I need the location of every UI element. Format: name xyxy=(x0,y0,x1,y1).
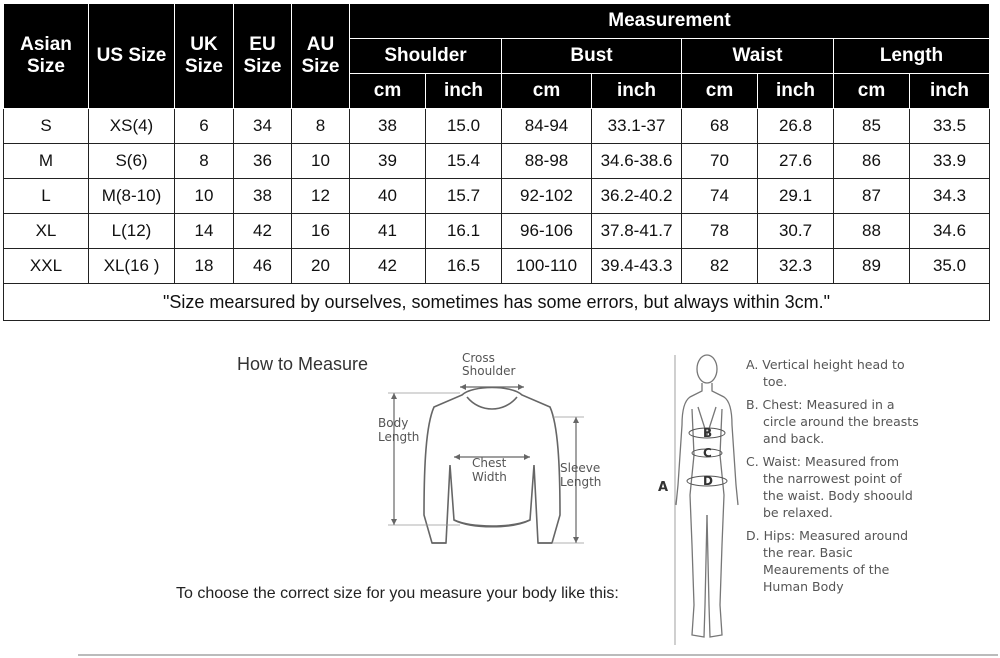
table-cell: L xyxy=(4,179,89,214)
table-cell: 10 xyxy=(175,179,234,214)
table-cell: 34 xyxy=(234,109,292,144)
table-cell: XXL xyxy=(4,249,89,284)
table-cell: 41 xyxy=(350,214,426,249)
sweater-diagram xyxy=(372,345,622,555)
table-cell: 34.6 xyxy=(910,214,990,249)
label-sleeve: Sleeve xyxy=(560,461,601,475)
header-asian-size: Asian Size xyxy=(4,4,89,109)
table-row xyxy=(4,249,990,284)
table-cell: 32.3 xyxy=(758,249,834,284)
note-b: B. Chest: Measured in a circle around the breasts and back. xyxy=(746,397,919,446)
unit-header: inch xyxy=(426,74,502,109)
table-cell: 15.4 xyxy=(426,144,502,179)
table-cell: 33.9 xyxy=(910,144,990,179)
unit-header: cm xyxy=(682,74,758,109)
table-cell: 35.0 xyxy=(910,249,990,284)
table-cell: 42 xyxy=(234,214,292,249)
table-cell: 29.1 xyxy=(758,179,834,214)
table-cell: 84-94 xyxy=(502,109,592,144)
table-cell: 39.4-43.3 xyxy=(592,249,682,284)
choose-size-instruction: To choose the correct size for you measure your body like this: xyxy=(176,585,619,602)
measurement-notes xyxy=(746,356,921,601)
table-cell: 37.8-41.7 xyxy=(592,214,682,249)
table-cell: L(12) xyxy=(89,214,175,249)
table-row xyxy=(4,214,990,249)
table-cell: 89 xyxy=(834,249,910,284)
note-c: C. Waist: Measured from the narrowest point of the waist. Body shoould be relaxed. xyxy=(746,454,913,520)
header-au-size: AU Size xyxy=(292,4,350,109)
unit-header: inch xyxy=(592,74,682,109)
size-chart-table xyxy=(3,3,990,321)
label-chest: Chest xyxy=(472,456,507,470)
table-cell: 10 xyxy=(292,144,350,179)
table-cell: 39 xyxy=(350,144,426,179)
table-cell: S xyxy=(4,109,89,144)
measurement-note: "Size mearsured by ourselves, sometimes has some errors, but always within 3cm." xyxy=(4,284,990,321)
table-cell: 34.6-38.6 xyxy=(592,144,682,179)
table-cell: XL xyxy=(4,214,89,249)
letter-b: B xyxy=(703,426,713,440)
table-cell: 18 xyxy=(175,249,234,284)
header-us-size: US Size xyxy=(89,4,175,109)
table-cell: 46 xyxy=(234,249,292,284)
label-shoulder: Shoulder xyxy=(462,364,516,378)
table-cell: 14 xyxy=(175,214,234,249)
table-cell: 70 xyxy=(682,144,758,179)
table-cell: M xyxy=(4,144,89,179)
table-cell: 74 xyxy=(682,179,758,214)
table-cell: 15.0 xyxy=(426,109,502,144)
header-measurement: Measurement xyxy=(350,4,990,39)
unit-header: inch xyxy=(758,74,834,109)
table-cell: XL(16 ) xyxy=(89,249,175,284)
header-waist: Waist xyxy=(682,39,834,74)
table-cell: 100-110 xyxy=(502,249,592,284)
table-cell: 86 xyxy=(834,144,910,179)
table-cell: 78 xyxy=(682,214,758,249)
letter-d: D xyxy=(703,474,713,488)
table-cell: 40 xyxy=(350,179,426,214)
label-body-length: Length xyxy=(378,430,420,444)
unit-header: cm xyxy=(350,74,426,109)
table-row xyxy=(4,144,990,179)
table-cell: 33.5 xyxy=(910,109,990,144)
table-cell: 16 xyxy=(292,214,350,249)
header-uk-size: UK Size xyxy=(175,4,234,109)
table-row xyxy=(4,179,990,214)
table-cell: 16.1 xyxy=(426,214,502,249)
header-length: Length xyxy=(834,39,990,74)
table-cell: 20 xyxy=(292,249,350,284)
header-eu-size: EU Size xyxy=(234,4,292,109)
table-cell: 36.2-40.2 xyxy=(592,179,682,214)
table-cell: 85 xyxy=(834,109,910,144)
table-cell: 38 xyxy=(234,179,292,214)
header-shoulder: Shoulder xyxy=(350,39,502,74)
table-cell: 34.3 xyxy=(910,179,990,214)
table-cell: 15.7 xyxy=(426,179,502,214)
table-cell: 42 xyxy=(350,249,426,284)
how-to-measure-title: How to Measure xyxy=(237,354,369,374)
table-cell: S(6) xyxy=(89,144,175,179)
table-cell: 82 xyxy=(682,249,758,284)
table-cell: M(8-10) xyxy=(89,179,175,214)
table-cell: 87 xyxy=(834,179,910,214)
table-cell: 96-106 xyxy=(502,214,592,249)
table-cell: 16.5 xyxy=(426,249,502,284)
table-cell: 36 xyxy=(234,144,292,179)
table-cell: 38 xyxy=(350,109,426,144)
table-cell: 8 xyxy=(292,109,350,144)
table-cell: 6 xyxy=(175,109,234,144)
letter-c: C xyxy=(703,446,712,460)
table-cell: 8 xyxy=(175,144,234,179)
table-cell: 26.8 xyxy=(758,109,834,144)
human-body-figure xyxy=(650,345,745,655)
label-cross: Cross xyxy=(462,351,495,365)
table-cell: 68 xyxy=(682,109,758,144)
unit-header: cm xyxy=(834,74,910,109)
table-cell: 88-98 xyxy=(502,144,592,179)
table-cell: XS(4) xyxy=(89,109,175,144)
table-cell: 12 xyxy=(292,179,350,214)
table-cell: 33.1-37 xyxy=(592,109,682,144)
header-bust: Bust xyxy=(502,39,682,74)
bottom-divider xyxy=(78,654,998,656)
unit-header: inch xyxy=(910,74,990,109)
note-d: D. Hips: Measured around the rear. Basic Meaurements of the Human Body xyxy=(746,528,909,594)
label-sleeve-length: Length xyxy=(560,475,602,489)
label-body: Body xyxy=(378,416,409,430)
table-cell: 88 xyxy=(834,214,910,249)
letter-a: A xyxy=(658,480,669,495)
table-cell: 27.6 xyxy=(758,144,834,179)
unit-header: cm xyxy=(502,74,592,109)
table-row xyxy=(4,109,990,144)
note-a: A. Vertical height head to toe. xyxy=(746,357,905,389)
table-cell: 92-102 xyxy=(502,179,592,214)
label-chest-width: Width xyxy=(472,470,507,484)
table-cell: 30.7 xyxy=(758,214,834,249)
